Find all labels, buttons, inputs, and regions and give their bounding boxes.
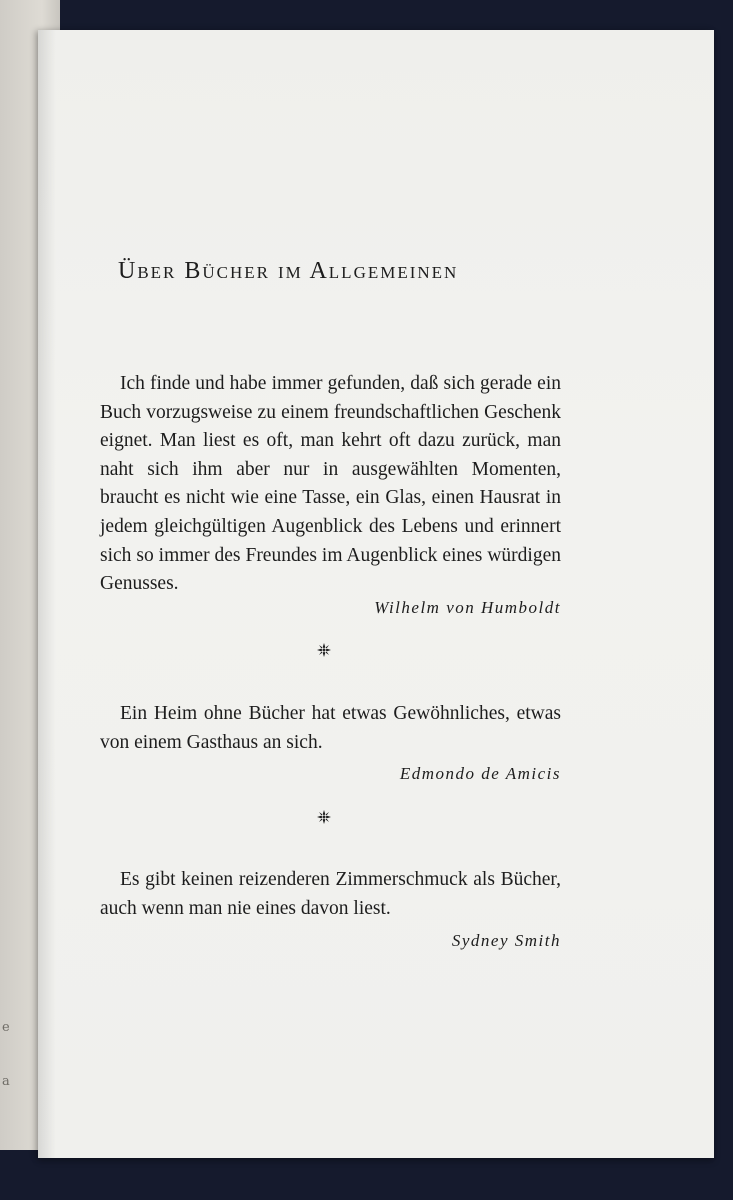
book-page <box>38 30 714 1158</box>
quote-3-text <box>100 866 561 923</box>
quote-1-body: Ich finde und habe immer gefunden, daß sich gerade ein Buch vorzugsweise zu einem freundschaftlichen Geschenk eignet. Man liest es oft, man kehrt oft dazu zurück, man naht sich ihm aber nur in ausgewählten Momenten, braucht es nicht wie eine Tasse, ein Glas, einen Hausrat in jedem gleichgültigen Augenblick des Lebens und erinnert sich so immer des Freundes im Augenblick eines würdigen Genusses. <box>100 373 561 595</box>
floral-ornament-icon <box>316 809 332 825</box>
quote-1-author: Wilhelm von Humboldt <box>374 598 561 617</box>
quote-3-body: Es gibt keinen reizenderen Zimmerschmuck als Bücher, auch wenn man nie eines davon liest. <box>100 869 561 919</box>
underpage-letter-mark: a <box>2 1074 10 1089</box>
page-heading: Über Bücher im Allgemeinen <box>118 258 459 284</box>
quote-3-author: Sydney Smith <box>451 931 561 950</box>
quote-2-author: Edmondo de Amicis <box>399 764 561 783</box>
quote-1-text <box>100 370 561 599</box>
quote-2-text <box>100 700 561 757</box>
floral-ornament-icon <box>316 642 332 658</box>
underpage-letter-mark: e <box>2 1020 10 1035</box>
quote-2-body: Ein Heim ohne Bücher hat etwas Gewöhnliches, etwas von einem Gasthaus an sich. <box>100 703 561 753</box>
